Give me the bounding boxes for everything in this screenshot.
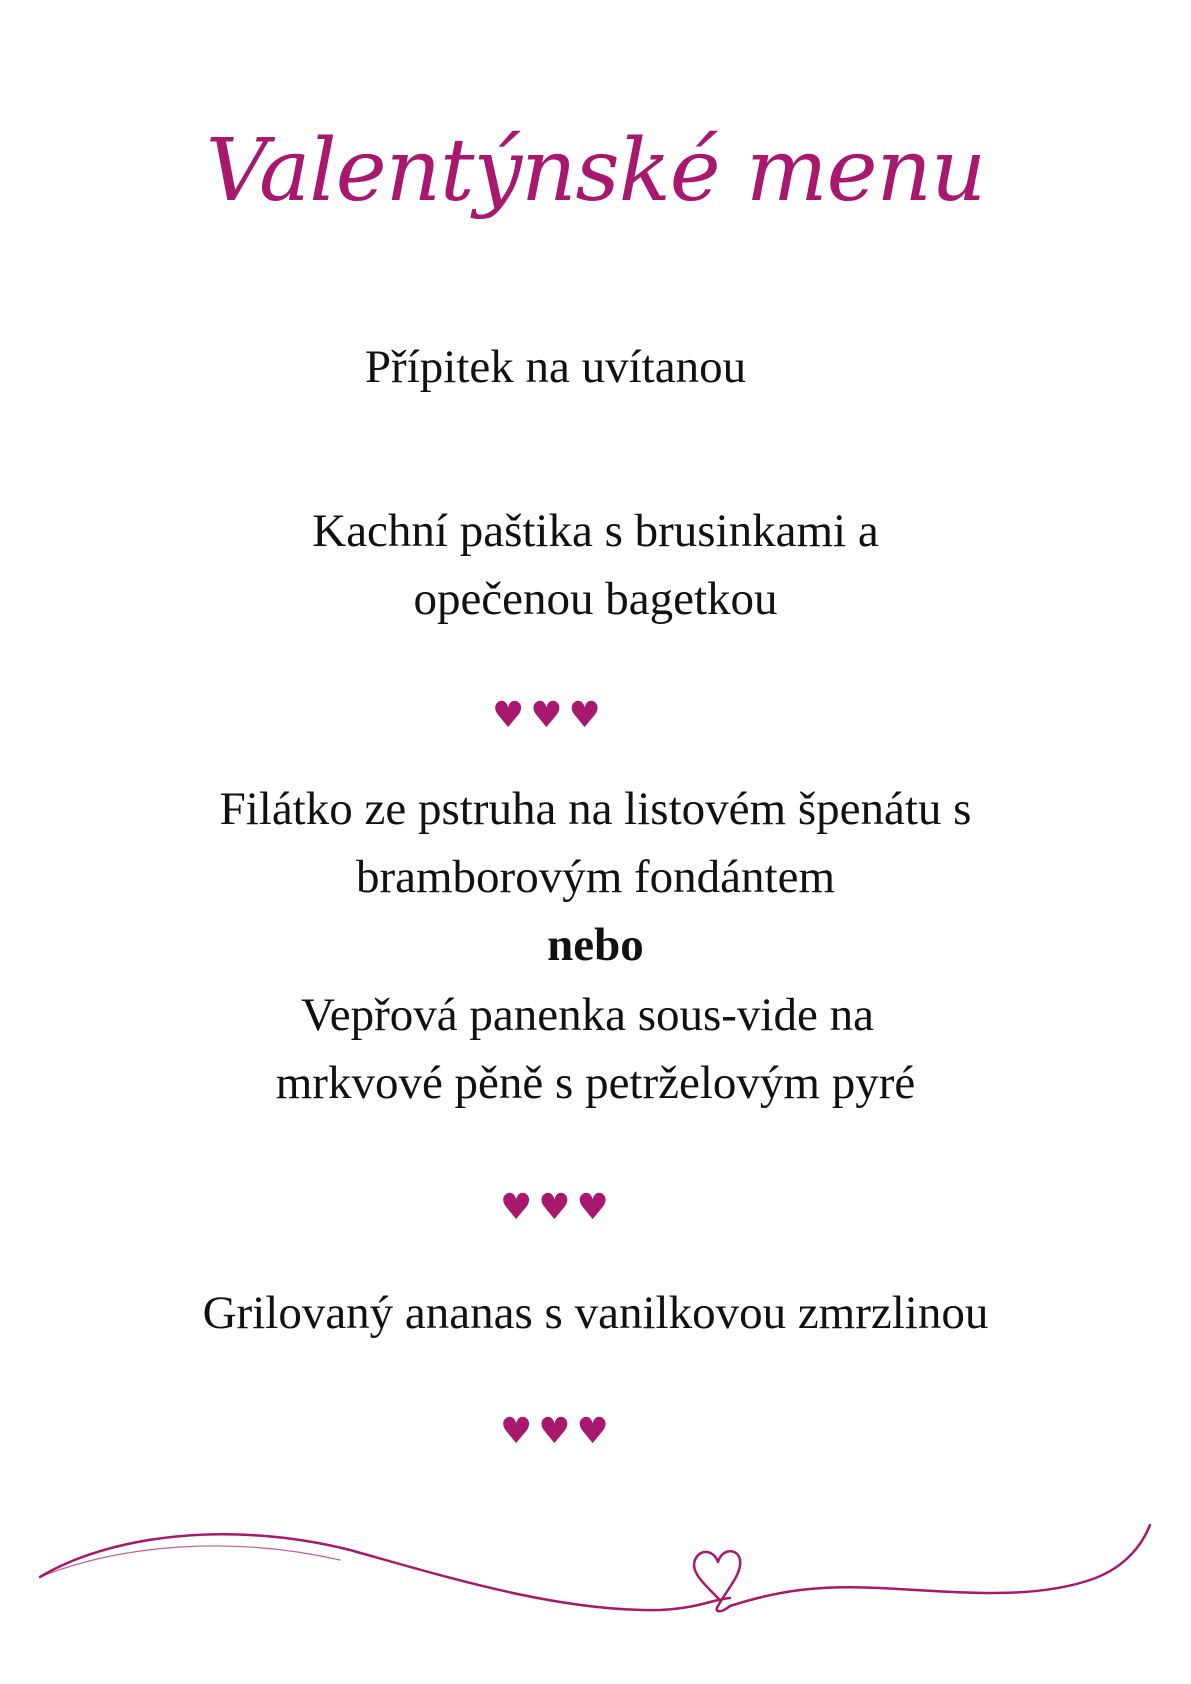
heart-outline-icon: [694, 1551, 740, 1611]
main-b-line-2: mrkvové pěně s petrželovým pyré: [275, 1057, 916, 1109]
starter-line-1: Kachní paštika s brusinkami a: [312, 505, 879, 557]
main-b-line-1: Vepřová panenka sous-vide na: [301, 989, 874, 1041]
or-separator: nebo: [547, 919, 644, 971]
welcome-drink: Přípitek na uvítanou: [364, 341, 747, 393]
heart-icon-separator-3: ♥♥♥: [500, 1411, 615, 1452]
starter-line-2: opečenou bagetkou: [413, 573, 778, 625]
main-a-line-1: Filátko ze pstruha na listovém špenátu s: [219, 783, 972, 835]
heart-icon-separator-1: ♥♥♥: [492, 695, 607, 736]
heart-icon-separator-2: ♥♥♥: [500, 1187, 615, 1228]
menu-title: Valentýnské menu: [205, 121, 986, 221]
dessert: Grilovaný ananas s vanilkovou zmrzlinou: [202, 1287, 989, 1339]
main-a-line-2: bramborovým fondántem: [355, 851, 836, 903]
